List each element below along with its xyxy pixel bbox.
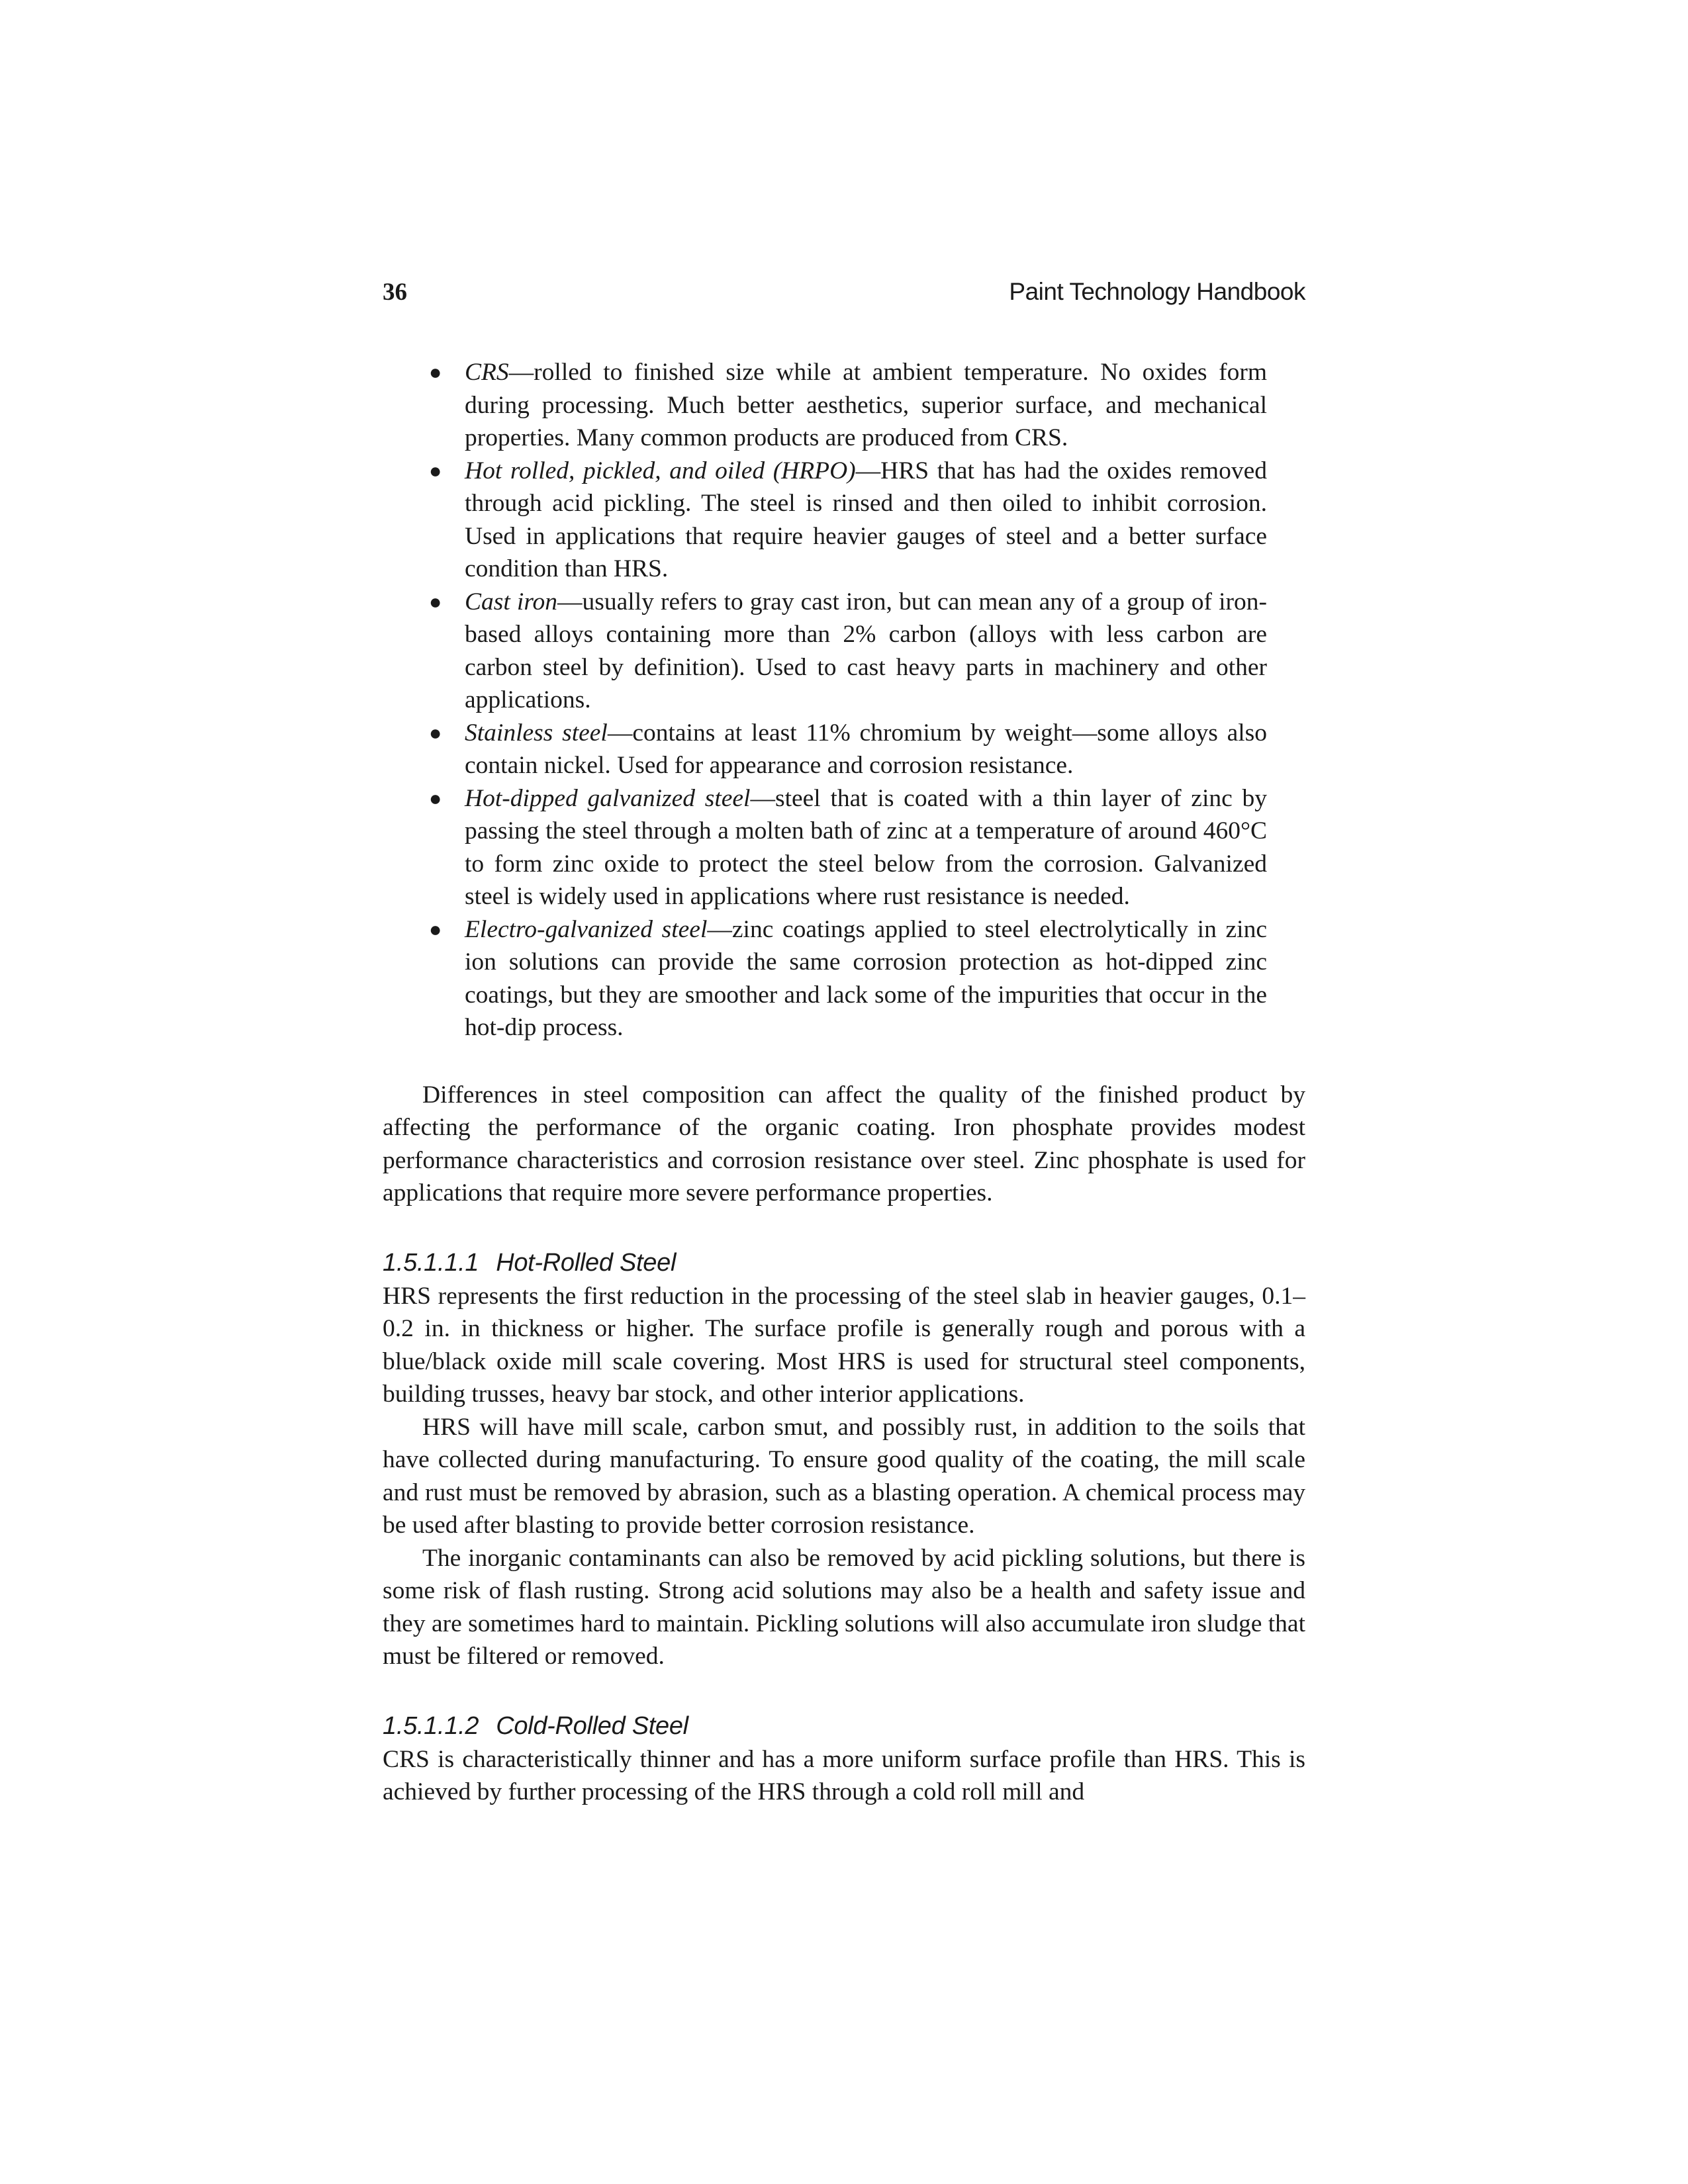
list-item bbox=[383, 356, 1305, 455]
bullet-icon: ● bbox=[429, 720, 442, 745]
section-number: 1.5.1.1.1 bbox=[383, 1248, 479, 1277]
bullet-icon: ● bbox=[429, 458, 442, 482]
list-item-text: —HRS that has had the oxides removed through acid pickling. The steel is rinsed and then oiled to inhibit corrosion. Used in applications that require heavier gauges of steel and a better surface condition than HRS. bbox=[465, 457, 1267, 582]
list-item-term: CRS bbox=[465, 359, 509, 386]
section-title: Hot-Rolled Steel bbox=[496, 1248, 677, 1277]
section-heading-hot-rolled bbox=[383, 1246, 1305, 1280]
list-item-text: —rolled to finished size while at ambient temperature. No oxides form during processing. Much better aesthetics, superior surface, and mechanical properties. Many common products are produced from CRS. bbox=[465, 359, 1267, 451]
list-item bbox=[383, 455, 1305, 586]
paragraph: HRS will have mill scale, carbon smut, and possibly rust, in addition to the soils that have collected during manufacturing. To ensure good quality of the coating, the mill scale and rust must be removed by abrasion, such as a blasting operation. A chemical process may be used after blasting to provide better corrosion resistance. bbox=[383, 1413, 1305, 1539]
steel-types-list bbox=[383, 356, 1305, 1044]
page-number: 36 bbox=[383, 279, 407, 306]
bullet-icon: ● bbox=[429, 786, 442, 810]
list-item bbox=[383, 586, 1305, 717]
list-item-text: —zinc coatings applied to steel electrolytically in zinc ion solutions can provide the same corrosion protection as hot-dipped zinc coatings, but they are smoother and lack some of the impurities that occur in the hot-dip process. bbox=[465, 915, 1267, 1041]
document-page bbox=[383, 278, 1305, 1809]
list-item-text: —contains at least 11% chromium by weight—some alloys also contain nickel. Used for appearance and corrosion resistance. bbox=[465, 719, 1268, 779]
list-item-text: —steel that is coated with a thin layer of zinc by passing the steel through a molten bath of zinc at a temperature of around 460°C to form zinc oxide to protect the steel below from the corrosion. Galvanized steel is widely used in applications where rust resistance is needed. bbox=[465, 784, 1267, 910]
bullet-icon: ● bbox=[429, 589, 442, 614]
list-item-term: Electro-galvanized steel bbox=[465, 915, 708, 943]
paragraph: CRS is characteristically thinner and has a more uniform surface profile than HRS. This is achieved by further processing of the HRS through a cold roll mill and bbox=[383, 1745, 1305, 1805]
running-head bbox=[383, 278, 1305, 318]
list-item bbox=[383, 913, 1305, 1044]
list-item bbox=[383, 782, 1305, 913]
list-item-text: —usually refers to gray cast iron, but can mean any of a group of iron-based alloys containing more than 2% carbon (alloys with less carbon are carbon steel by definition). Used to cast heavy parts in machinery and other applications. bbox=[465, 588, 1267, 713]
section-number: 1.5.1.1.2 bbox=[383, 1711, 479, 1740]
list-item-term: Stainless steel bbox=[465, 719, 608, 747]
book-title: Paint Technology Handbook bbox=[1009, 278, 1305, 305]
bullet-icon: ● bbox=[429, 360, 442, 384]
spacer bbox=[383, 1044, 1305, 1079]
paragraph: HRS represents the first reduction in the processing of the steel slab in heavier gauges, 0.1–0.2 in. in thickness or higher. The surface profile is generally rough and porous with a blue/black oxide mill scale covering. Most HRS is used for structural steel components, building trusses, heavy bar stock, and other interior applications. bbox=[383, 1282, 1305, 1408]
section-title: Cold-Rolled Steel bbox=[496, 1711, 688, 1740]
list-item-term: Hot-dipped galvanized steel bbox=[465, 784, 751, 812]
list-item bbox=[383, 717, 1305, 782]
list-item-term: Cast iron bbox=[465, 588, 558, 615]
list-item-term: Hot rolled, pickled, and oiled (HRPO) bbox=[465, 457, 856, 484]
body-text bbox=[383, 356, 1305, 1809]
section-heading-cold-rolled bbox=[383, 1709, 1305, 1743]
paragraph: The inorganic contaminants can also be removed by acid pickling solutions, but there is some risk of flash rusting. Strong acid solutions may also be a health and safety issue and they are sometimes hard to maintain. Pickling solutions will also accumulate iron sludge that must be filtered or removed. bbox=[383, 1544, 1305, 1670]
bullet-icon: ● bbox=[429, 917, 442, 941]
intro-paragraph: Differences in steel composition can affect the quality of the finished product by affecting the performance of the organic coating. Iron phosphate provides modest performance characteristics and corrosion resistance over steel. Zinc phosphate is used for applications that require more severe performance properties. bbox=[383, 1081, 1305, 1206]
